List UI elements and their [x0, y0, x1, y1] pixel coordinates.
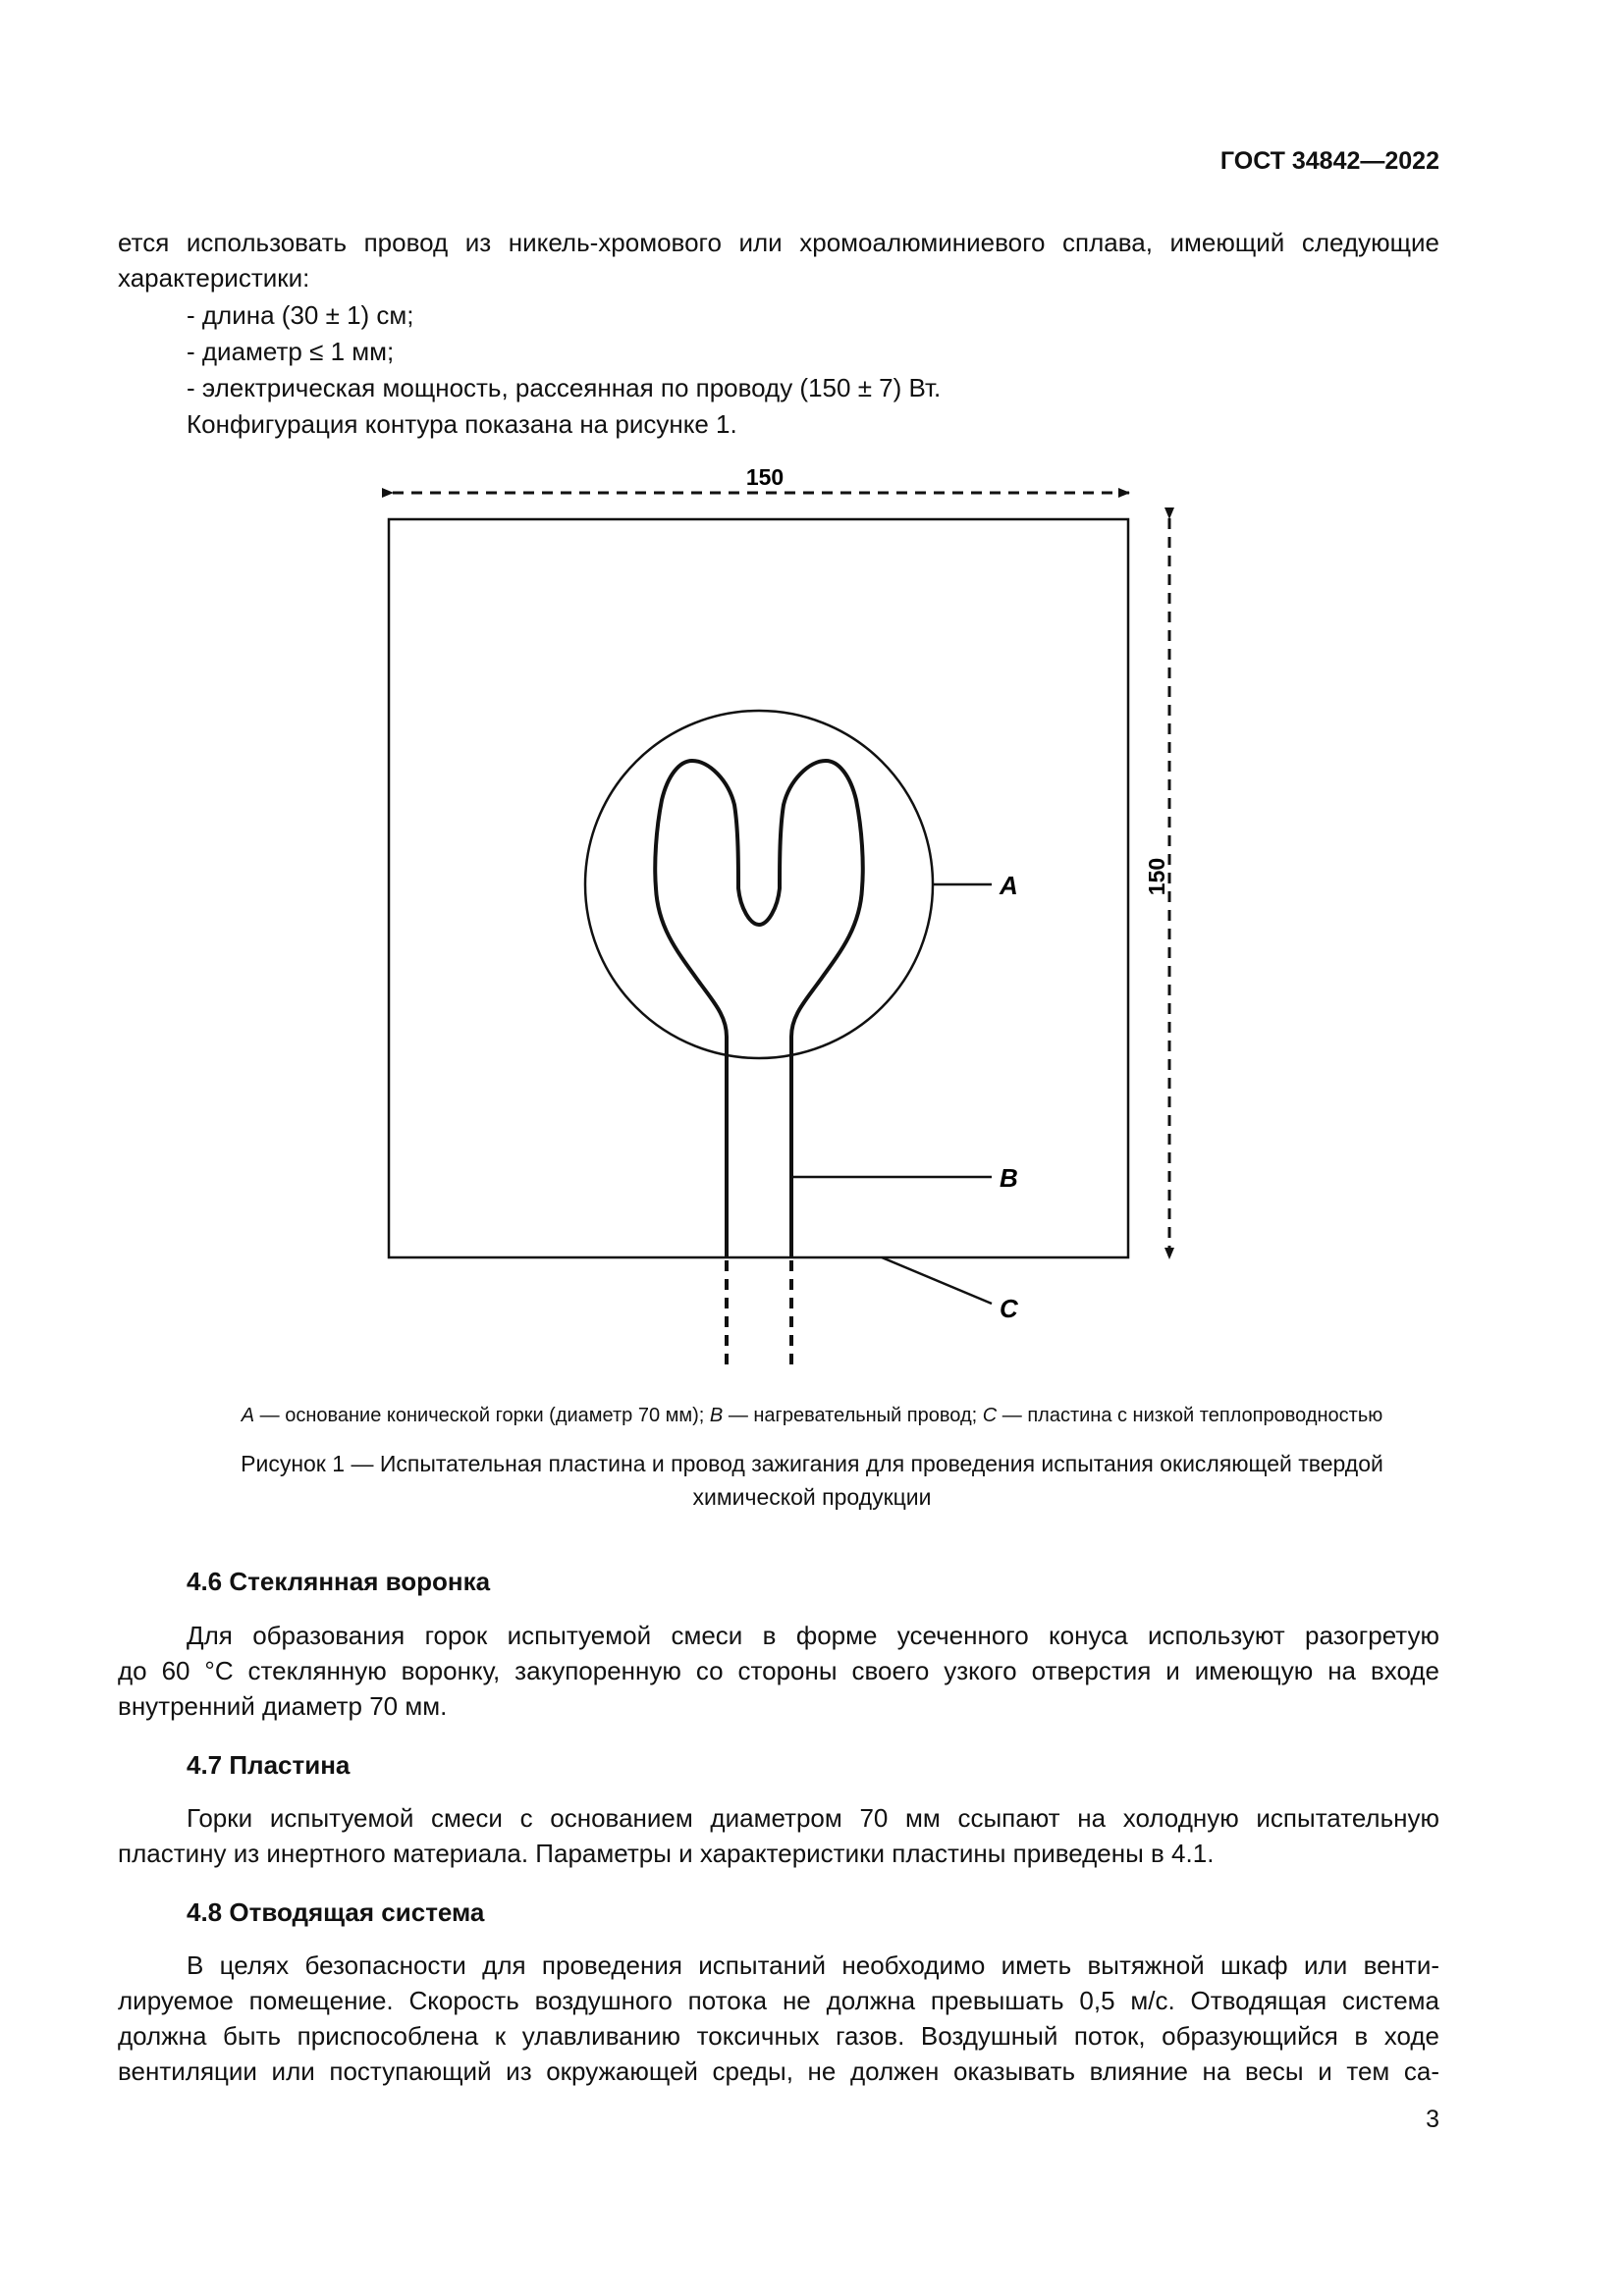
section-heading-4-8: 4.8 Отводящая система	[187, 1897, 485, 1927]
section-4-6-line-1: Для образования горок испытуемой смеси в форме усеченного конуса используют разогретую	[187, 1621, 1439, 1650]
section-4-8-line-2: лируемое помещение. Скорость воздушного потока не должна превышать 0,5 м/с. Отводящая система	[118, 1986, 1439, 2015]
legend-text-a: — основание конической горки (диаметр 70 мм);	[254, 1405, 710, 1426]
section-4-7-line-1: Горки испытуемой смеси с основанием диаметром 70 мм ссыпают на холодную испытательную	[187, 1803, 1439, 1833]
heating-wire	[655, 761, 863, 1257]
legend-text-b: — нагревательный провод;	[723, 1405, 983, 1426]
page-number: 3	[1426, 2106, 1439, 2133]
section-4-7-line-2: пластину из инертного материала. Параметры и характеристики пластины приведены в 4.1.	[118, 1839, 1215, 1868]
label-b: B	[1000, 1163, 1018, 1193]
list-item-length: - длина (30 ± 1) см;	[187, 300, 414, 330]
label-c: C	[1000, 1294, 1018, 1323]
section-heading-4-7: 4.7 Пластина	[187, 1750, 351, 1780]
section-4-8-line-3: должна быть приспособлена к улавливанию токсичных газов. Воздушный поток, образующийся в ходе	[118, 2021, 1439, 2051]
intro-line-2: характеристики:	[118, 263, 310, 293]
list-item-diameter: - диаметр ≤ 1 мм;	[187, 337, 395, 366]
figure-title-line-1: Рисунок 1 — Испытательная пластина и провод зажигания для проведения испытания окисляющей твердой	[241, 1451, 1383, 1476]
label-a: A	[1000, 871, 1018, 900]
list-item-power: - электрическая мощность, рассеянная по проводу (150 ± 7) Вт.	[187, 373, 942, 402]
section-4-8-line-1: В целях безопасности для проведения испытаний необходимо иметь вытяжной шкаф или венти-	[187, 1950, 1439, 1980]
document-code: ГОСТ 34842—2022	[1219, 147, 1439, 175]
legend-key-b: B	[709, 1405, 724, 1426]
dimension-height-label: 150	[1144, 857, 1169, 896]
section-heading-4-6: 4.6 Стеклянная воронка	[187, 1567, 491, 1596]
config-sentence: Конфигурация контура показана на рисунке 1.	[187, 409, 737, 439]
legend-key-c: C	[982, 1405, 998, 1426]
section-4-6-line-2: до 60 °С стеклянную воронку, закупоренную со стороны своего узкого отверстия и имеющую на входе	[118, 1656, 1439, 1685]
section-4-6-line-3: внутренний диаметр 70 мм.	[118, 1691, 448, 1721]
cone-base-circle	[585, 711, 933, 1058]
leader-line-c	[882, 1257, 992, 1304]
legend-key-a: A	[241, 1405, 255, 1426]
dimension-width-label: 150	[745, 464, 785, 490]
figure-title-line-2: химической продукции	[692, 1484, 932, 1510]
intro-line-1: ется использовать провод из никель-хромового или хромоалюминиевого сплава, имеющий следующие	[118, 228, 1439, 257]
section-4-8-line-4: вентиляции или поступающий из окружающей среды, не должен оказывать влияние на весы и тем са-	[118, 2056, 1439, 2086]
legend-text-c: — пластина с низкой теплопроводностью	[997, 1405, 1383, 1426]
figure-legend	[0, 1402, 1624, 1429]
